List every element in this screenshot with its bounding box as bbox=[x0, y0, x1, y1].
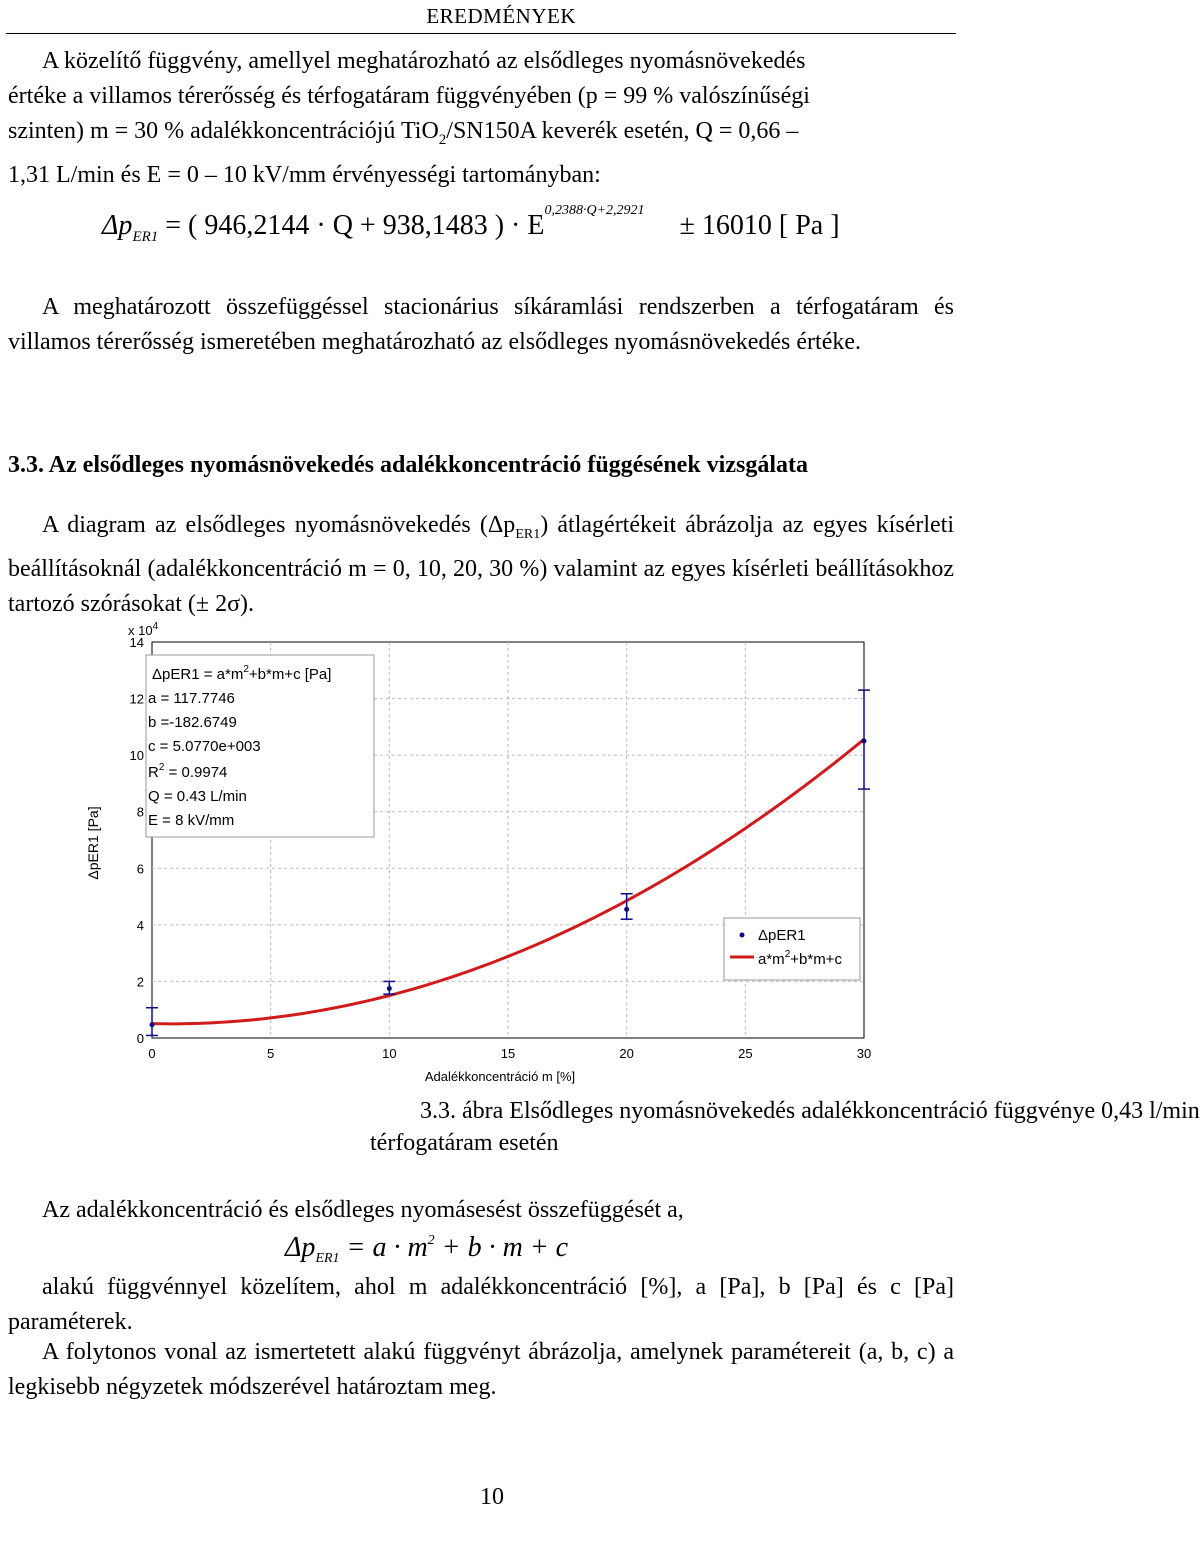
y-tick-label: 10 bbox=[129, 748, 144, 764]
paragraph-6 bbox=[8, 1335, 954, 1405]
eq1-exponent: 0,2388·Q+2,2921 bbox=[544, 203, 645, 218]
equation-1 bbox=[102, 203, 840, 245]
annotation-line-5-tail: = 0.9974 bbox=[164, 764, 228, 781]
legend-entry-2-tail: +b*m+c bbox=[790, 951, 842, 968]
y-tick-label: 8 bbox=[136, 804, 144, 820]
intro-line-1: A közelítő függvény, amellyel meghatározható az elsődleges nyomásnövekedés bbox=[42, 48, 806, 74]
x-tick-label: 15 bbox=[500, 1046, 516, 1061]
paragraph-3 bbox=[8, 508, 954, 622]
eq2-rhs2: + b · m + c bbox=[441, 1232, 569, 1263]
x-tick-label: 30 bbox=[856, 1046, 872, 1061]
annotation-line-4: c = 5.0770e+003 bbox=[148, 738, 261, 755]
eq1-delta: Δp bbox=[102, 210, 133, 241]
data-point bbox=[387, 986, 392, 991]
x-tick-label: 20 bbox=[619, 1046, 634, 1061]
x-tick-label: 5 bbox=[267, 1046, 275, 1061]
figure-caption-line-1: 3.3. ábra Elsődleges nyomásnövekedés adalékkoncentráció függvénye 0,43 l/min bbox=[420, 1098, 1200, 1124]
annotation-line-6: Q = 0.43 L/min bbox=[148, 788, 247, 805]
annotation-line-1a: ΔpER1 = a*m bbox=[152, 666, 244, 683]
eq2-rhs: = a · m bbox=[346, 1232, 428, 1263]
annotation-line-1 bbox=[152, 664, 331, 683]
x-axis-label: Adalékkoncentráció m [%] bbox=[424, 1069, 576, 1084]
y-tick-label: 0 bbox=[136, 1031, 144, 1046]
paragraph-4 bbox=[8, 1193, 954, 1228]
y-axis-label: ΔpER1 [Pa] bbox=[85, 806, 101, 880]
annotation-line-2: a = 117.7746 bbox=[148, 690, 235, 707]
y-ticks bbox=[130, 635, 144, 1046]
x-tick-label: 25 bbox=[738, 1046, 753, 1061]
x-ticks bbox=[148, 1046, 871, 1061]
paragraph-6-text: A folytonos vonal az ismertetett alakú függvényt ábrázolja, amelynek paramétereit (a, b, c) a legkisebb négyzetek módszerével határoztam meg. bbox=[8, 1339, 954, 1400]
paragraph-3-sub: ER1 bbox=[515, 526, 541, 542]
x-tick-label: 10 bbox=[382, 1046, 397, 1061]
paragraph-3-symbol: Δp bbox=[487, 512, 516, 538]
paragraph-3-a: A diagram az elsődleges nyomásnövekedés ( bbox=[42, 512, 488, 538]
legend-entry-2 bbox=[758, 949, 842, 968]
legend-entry-2-sup: 2 bbox=[784, 949, 791, 960]
x-tick-label: 0 bbox=[148, 1046, 156, 1061]
eq2-sub: ER1 bbox=[315, 1251, 340, 1266]
y-tick-label: 6 bbox=[136, 861, 144, 877]
intro-paragraph bbox=[8, 44, 954, 193]
equation-2 bbox=[285, 1232, 568, 1264]
y-multiplier bbox=[128, 621, 159, 638]
paragraph-5 bbox=[8, 1270, 954, 1340]
intro-line-3b: /SN150A keverék esetén, Q = 0,66 – bbox=[446, 118, 799, 144]
eq2-lhs: Δp bbox=[285, 1232, 316, 1263]
paragraph-5-text: alakú függvénnyel közelítem, ahol m adalékkoncentráció [%], a [Pa], b [Pa] és c [Pa] paraméterek. bbox=[8, 1274, 954, 1335]
paragraph-2-text: A meghatározott összefüggéssel stacionárius síkáramlási rendszerben a térfogatáram és villamos térerősség ismeretében meghatározható az elsődleges nyomásnövekedés értéke. bbox=[8, 294, 954, 355]
pressure-chart bbox=[70, 615, 870, 1095]
annotation-line-7: E = 8 kV/mm bbox=[148, 812, 235, 829]
intro-line-4: 1,31 L/min és E = 0 – 10 kV/mm érvényességi tartományban: bbox=[8, 161, 601, 188]
data-point bbox=[150, 1022, 155, 1027]
data-point bbox=[862, 739, 867, 744]
eq2-sup: 2 bbox=[427, 1233, 435, 1248]
intro-line-3a: szinten) m = 30 % adalékkoncentrációjú TiO bbox=[8, 118, 439, 144]
section-heading: 3.3. Az elsődleges nyomásnövekedés adalékkoncentráció függésének vizsgálata bbox=[8, 452, 808, 478]
y-tick-label: 2 bbox=[136, 974, 144, 990]
y-multiplier-exp: 4 bbox=[152, 621, 159, 632]
y-multiplier-label: x 10 bbox=[128, 623, 153, 638]
annotation-line-5-sup: 2 bbox=[158, 762, 165, 773]
eq1-tail: ± 16010 [ Pa ] bbox=[679, 210, 840, 241]
paragraph-2 bbox=[8, 290, 954, 360]
figure-caption-line-2: térfogatáram esetén bbox=[370, 1130, 559, 1156]
annotation-line-3: b =-182.6749 bbox=[148, 714, 237, 731]
intro-line-3-sub: 2 bbox=[438, 131, 447, 148]
annotation-line-5a: R bbox=[148, 764, 159, 781]
annotation-line-1-tail: +b*m+c [Pa] bbox=[248, 666, 332, 683]
eq1-sub: ER1 bbox=[132, 229, 159, 245]
paragraph-3-b: ) átlagértékeit ábrázolja az egyes kísérleti beállításoknál (adalékkoncentráció m = 0, 10, 20, 30 %) valamint az egyes kísérleti beállításokhoz tartozó szórásokat (± 2σ). bbox=[8, 512, 954, 617]
page-number: 10 bbox=[480, 1484, 504, 1510]
intro-line-3 bbox=[8, 114, 954, 158]
paragraph-4-text: Az adalékkoncentráció és elsődleges nyomásesést összefüggését a, bbox=[42, 1197, 684, 1223]
legend-marker-points bbox=[740, 933, 745, 938]
intro-line-2: értéke a villamos térerősség és térfogatáram függvényében (p = 99 % valószínűségi bbox=[8, 83, 810, 109]
y-tick-label: 14 bbox=[129, 635, 144, 650]
page-header: EREDMÉNYEK bbox=[426, 4, 576, 28]
legend-entry-1: ΔpER1 bbox=[758, 927, 806, 944]
legend-entry-2a: a*m bbox=[758, 951, 785, 968]
paragraph-3-text bbox=[8, 508, 954, 622]
annotation-box bbox=[146, 655, 374, 837]
y-tick-label: 12 bbox=[129, 691, 144, 707]
chart-legend bbox=[724, 918, 860, 980]
eq1-body: = ( 946,2144 · Q + 938,1483 ) · E bbox=[165, 210, 545, 241]
header-rule bbox=[6, 33, 956, 34]
y-tick-label: 4 bbox=[136, 917, 144, 933]
annotation-line-1-sup: 2 bbox=[243, 664, 249, 675]
data-point bbox=[624, 907, 629, 912]
